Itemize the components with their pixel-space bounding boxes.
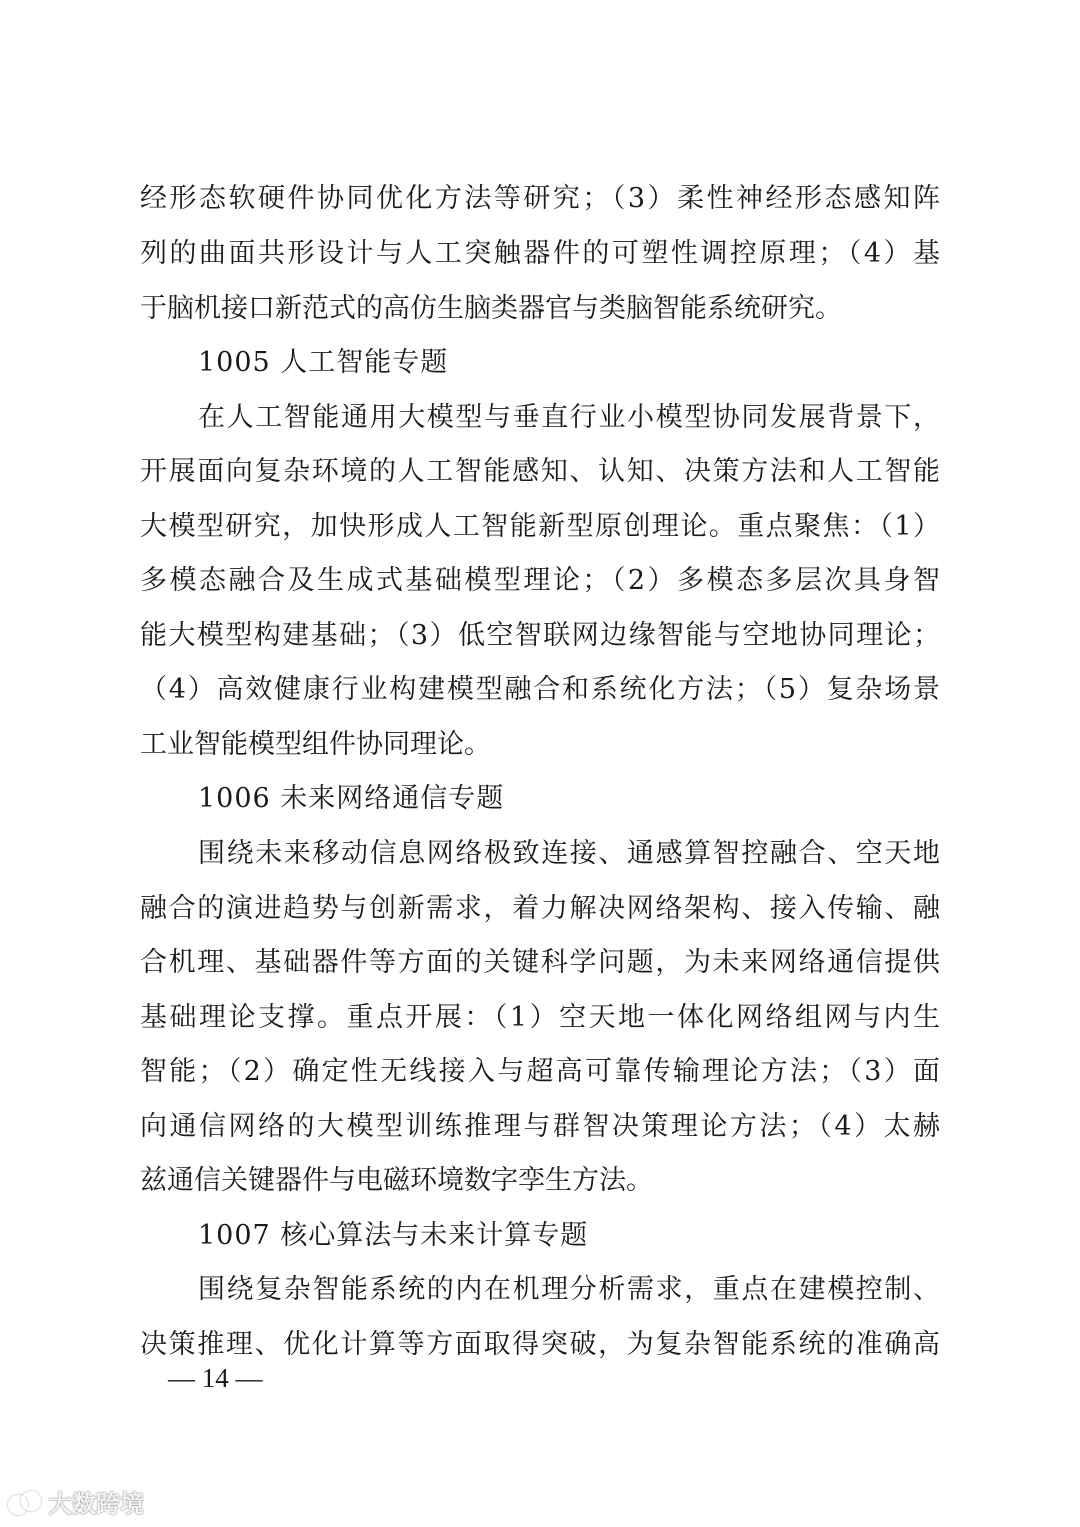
paragraph-line: 经形态软硬件协同优化方法等研究；（3）柔性神经形态感知阵 xyxy=(140,183,940,214)
paragraph-line: 于脑机接口新范式的高仿生脑类器官与类脑智能系统研究。 xyxy=(140,293,842,324)
paragraph-line: 智能；（2）确定性无线接入与超高可靠传输理论方法；（3）面 xyxy=(140,1056,940,1087)
paragraph-line: 大模型研究，加快形成人工智能新型原创理论。重点聚焦：（1） xyxy=(140,511,940,542)
paragraph-line: 围绕复杂智能系统的内在机理分析需求，重点在建模控制、 xyxy=(198,1274,940,1305)
paragraph-line: 兹通信关键器件与电磁环境数字孪生方法。 xyxy=(140,1165,653,1196)
watermark-logo-icon xyxy=(8,1489,42,1515)
page-number: — 14 — xyxy=(168,1363,263,1393)
paragraph-line: 能大模型构建基础；（3）低空智联网边缘智能与空地协同理论； xyxy=(140,620,940,651)
paragraph-line: 融合的演进趋势与创新需求，着力解决网络架构、接入传输、融 xyxy=(140,893,940,924)
paragraph-line: 决策推理、优化计算等方面取得突破，为复杂智能系统的准确高 xyxy=(140,1329,940,1360)
watermark-text: 大数跨境 xyxy=(48,1490,144,1518)
paragraph-line: 基础理论支撑。重点开展：（1）空天地一体化网络组网与内生 xyxy=(140,1002,940,1033)
section-heading-1005: 1005 人工智能专题 xyxy=(198,347,449,378)
paragraph-line: 合机理、基础器件等方面的关键科学问题，为未来网络通信提供 xyxy=(140,947,940,978)
section-heading-1007: 1007 核心算法与未来计算专题 xyxy=(198,1220,589,1251)
paragraph-line: （4）高效健康行业构建模型融合和系统化方法；（5）复杂场景 xyxy=(140,674,940,705)
paragraph-line: 列的曲面共形设计与人工突触器件的可塑性调控原理；（4）基 xyxy=(140,238,940,269)
paragraph-line: 向通信网络的大模型训练推理与群智决策理论方法；（4）太赫 xyxy=(140,1111,940,1142)
paragraph-line: 工业智能模型组件协同理论。 xyxy=(140,729,491,760)
watermark xyxy=(8,1484,144,1519)
section-heading-1006: 1006 未来网络通信专题 xyxy=(198,783,505,814)
paragraph-line: 多模态融合及生成式基础模型理论；（2）多模态多层次具身智 xyxy=(140,565,940,596)
paragraph-line: 开展面向复杂环境的人工智能感知、认知、决策方法和人工智能 xyxy=(140,456,940,487)
paragraph-line: 在人工智能通用大模型与垂直行业小模型协同发展背景下， xyxy=(198,402,940,433)
paragraph-line: 围绕未来移动信息网络极致连接、通感算智控融合、空天地 xyxy=(198,838,940,869)
